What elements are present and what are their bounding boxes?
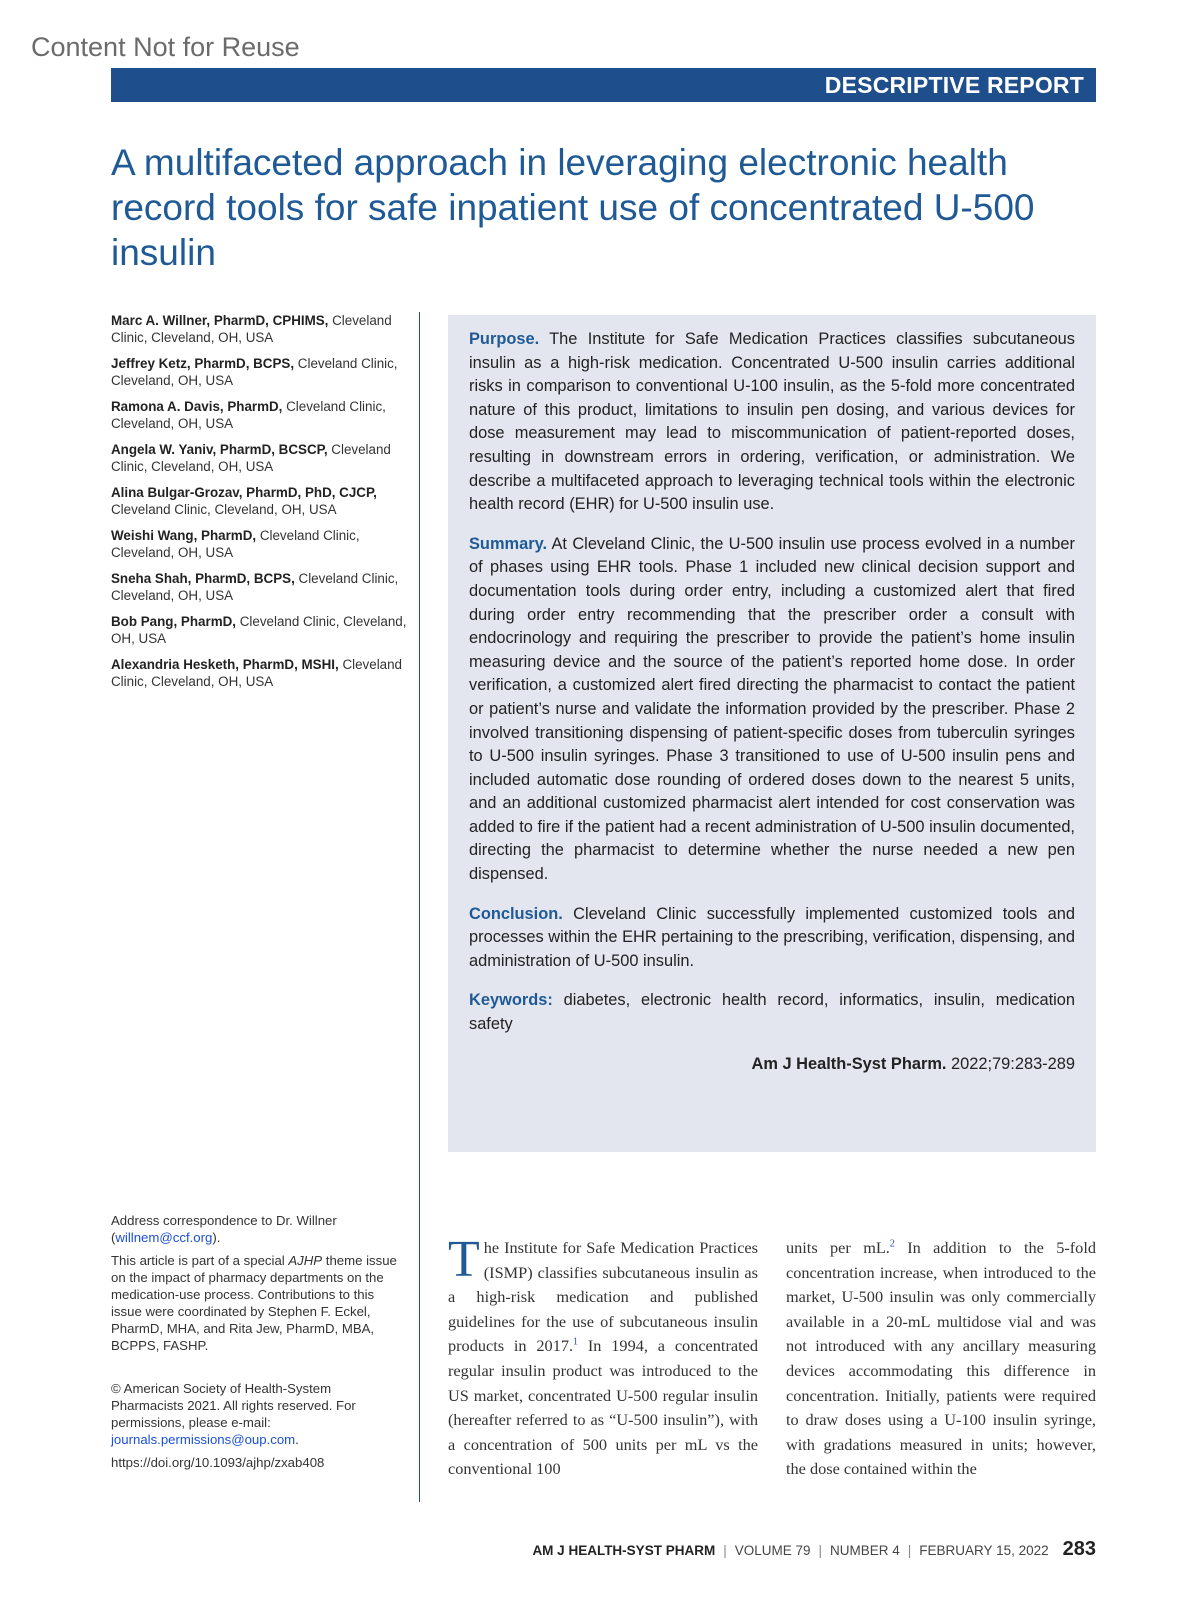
citation-journal: Am J Health-Syst Pharm. bbox=[751, 1054, 947, 1073]
author-name: Sneha Shah, PharmD, BCPS, bbox=[111, 571, 295, 586]
author-affiliation: Cleveland Clinic, Cleveland, OH, USA bbox=[111, 442, 391, 474]
page-number: 283 bbox=[1062, 1538, 1096, 1560]
author-name: Jeffrey Ketz, PharmD, BCPS, bbox=[111, 356, 295, 371]
purpose-text: The Institute for Safe Medication Practices classifies subcutaneous insulin as a high-risk medication. Concentrated U-500 insulin carries additional risks in comparison to conventional U-100 insulin, as the 5-fold more concentrated nature of this product, limitations to insulin pen dosing, and various devices for dose measurement may lead to miscommunication of patient-reported doses, resulting in downstream errors in ordering, verification, or administration. We describe a multifaceted approach to leveraging technical tools within the electronic health record (EHR) for U-500 insulin use. bbox=[469, 330, 1075, 514]
watermark: Content Not for Reuse bbox=[31, 32, 300, 62]
summary-heading: Summary. bbox=[469, 534, 548, 553]
author-affiliation: Cleveland Clinic, Cleveland, OH, USA bbox=[111, 356, 398, 388]
author-name: Bob Pang, PharmD, bbox=[111, 614, 236, 629]
body-text-2a: units per mL. bbox=[786, 1238, 890, 1257]
conclusion-heading: Conclusion. bbox=[469, 904, 563, 923]
author-affiliation: Cleveland Clinic, Cleveland, OH, USA bbox=[111, 528, 360, 560]
author-name: Marc A. Willner, PharmD, CPHIMS, bbox=[111, 313, 329, 328]
footer-date: FEBRUARY 15, 2022 bbox=[919, 1543, 1049, 1558]
drop-cap: T bbox=[448, 1231, 480, 1288]
keywords-heading: Keywords: bbox=[469, 991, 553, 1010]
special-issue-note bbox=[111, 1252, 401, 1354]
abstract-keywords bbox=[469, 989, 1075, 1036]
author-affiliation: Cleveland Clinic, Cleveland, OH, USA bbox=[111, 571, 399, 603]
body-paragraph-2 bbox=[786, 1236, 1096, 1482]
doi-link[interactable]: https://doi.org/10.1093/ajhp/zxab408 bbox=[111, 1455, 325, 1470]
footer-separator: | bbox=[907, 1543, 912, 1558]
author-entry bbox=[111, 355, 411, 389]
author-entry bbox=[111, 441, 411, 475]
special-issue-text: theme issue on the impact of pharmacy departments on the medication-use process. Contributions to this issue were coordinated by Stephen F. Eckel, PharmD, MHA, and Rita Jew, PharmD, MBA, BCPPS, FASHP. bbox=[111, 1253, 397, 1353]
author-entry bbox=[111, 312, 411, 346]
author-list bbox=[111, 312, 411, 699]
footer-volume: VOLUME 79 bbox=[734, 1543, 811, 1558]
author-name: Alina Bulgar-Grozav, PharmD, PhD, CJCP, bbox=[111, 485, 377, 500]
footer-journal: AM J HEALTH-SYST PHARM bbox=[532, 1543, 716, 1558]
author-entry bbox=[111, 656, 411, 690]
author-affiliation: Cleveland Clinic, Cleveland, OH, USA bbox=[111, 313, 392, 345]
article-title: A multifaceted approach in leveraging electronic health record tools for safe inpatient use of concentrated U-500 insulin bbox=[111, 142, 1035, 273]
abstract-purpose bbox=[469, 328, 1075, 517]
author-affiliation: Cleveland Clinic, Cleveland, OH, USA bbox=[111, 399, 386, 431]
abstract-conclusion bbox=[469, 903, 1075, 974]
author-entry bbox=[111, 613, 411, 647]
summary-text: At Cleveland Clinic, the U-500 insulin use process evolved in a number of phases using EHR tools. Phase 1 included new clinical decision support and documentation tools during order entry, including a customized alert that fired during order entry recommending that the prescriber order a consult with endocrinology and requiring the prescriber to provide the patient’s home insulin measuring device and the source of the patient’s reported home dose. In order verification, a customized alert fired directing the pharmacist to contact the patient or patient’s nurse and validate the information provided by the prescriber. Phase 2 involved transitioning dispensing of patient-specific doses from tuberculin syringes to U-500 insulin syringes. Phase 3 transitioned to use of U-500 insulin pens and included automatic dose rounding of ordered doses down to the nearest 5 units, and an additional customized pharmacist alert intended for cost conservation was added to fire if the patient had a recent administration of U-500 insulin documented, directing the pharmacist to determine whether the nurse needed a new pen dispensed. bbox=[469, 534, 1075, 884]
author-name: Angela W. Yaniv, PharmD, BCSCP, bbox=[111, 442, 328, 457]
author-affiliation: Cleveland Clinic, Cleveland, OH, USA bbox=[111, 614, 407, 646]
author-entry bbox=[111, 527, 411, 561]
body-column-2 bbox=[786, 1236, 1096, 1482]
footer-separator: | bbox=[723, 1543, 727, 1558]
citation bbox=[469, 1055, 1075, 1074]
side-notes bbox=[111, 1212, 401, 1477]
author-entry bbox=[111, 484, 411, 518]
footer-separator: | bbox=[818, 1543, 823, 1558]
body-text-1b: In 1994, a concentrated regular insulin product was introduced to the US market, concentrated U-500 regular insulin (hereafter referred to as “U-500 insulin”), with a concentration of 500 units per mL vs the conventional 100 bbox=[448, 1336, 758, 1479]
body-text-1a: he Institute for Safe Medication Practices (ISMP) classifies subcutaneous insulin as a high-risk medication and published guidelines for the use of subcutaneous insulin products in 2017. bbox=[448, 1238, 758, 1356]
abstract-summary bbox=[469, 533, 1075, 887]
body-text-2b: In addition to the 5-fold concentration increase, when introduced to the market, U-500 insulin was only commercially available in a 20-mL multidose vial and was not introduced with any ancillary measuring devices accommodating this difference in concentration. Initially, patients were required to draw doses using a U-100 insulin syringe, with gradations measured in units; however, the dose contained within the bbox=[786, 1238, 1096, 1479]
reference-1-link[interactable]: 1 bbox=[573, 1336, 579, 1348]
copyright-text: © American Society of Health-System Pharmacists 2021. All rights reserved. For permissions, please e-mail: bbox=[111, 1381, 356, 1430]
keywords-text: diabetes, electronic health record, informatics, insulin, medication safety bbox=[469, 991, 1075, 1034]
author-affiliation: Cleveland Clinic, Cleveland, OH, USA bbox=[111, 657, 403, 689]
abstract-box bbox=[448, 315, 1096, 1152]
author-name: Alexandria Hesketh, PharmD, MSHI, bbox=[111, 657, 339, 672]
reference-2-link[interactable]: 2 bbox=[889, 1238, 895, 1250]
correspondence-note: Address correspondence to Dr. Willner (willnem@ccf.org). bbox=[111, 1213, 337, 1245]
correspondence-email-link[interactable]: willnem@ccf.org bbox=[115, 1230, 213, 1245]
citation-ref: 2022;79:283-289 bbox=[951, 1054, 1075, 1073]
author-name: Ramona A. Davis, PharmD, bbox=[111, 399, 283, 414]
permissions-email-link[interactable]: journals.permissions@oup.com bbox=[111, 1432, 296, 1447]
author-name: Weishi Wang, PharmD, bbox=[111, 528, 257, 543]
section-label: DESCRIPTIVE REPORT bbox=[824, 72, 1084, 98]
column-divider bbox=[419, 312, 420, 1502]
section-banner bbox=[111, 68, 1096, 102]
author-entry bbox=[111, 570, 411, 604]
purpose-heading: Purpose. bbox=[469, 330, 540, 348]
author-entry bbox=[111, 398, 411, 432]
special-issue-prefix: This article is part of a special bbox=[111, 1253, 285, 1268]
special-issue-journal: AJHP bbox=[288, 1253, 323, 1268]
footer-number: NUMBER 4 bbox=[830, 1543, 900, 1558]
body-paragraph-1 bbox=[448, 1231, 758, 1482]
page-footer bbox=[111, 1538, 1096, 1561]
author-affiliation: Cleveland Clinic, Cleveland, OH, USA bbox=[111, 502, 337, 517]
correspondence-text: Address correspondence to Dr. Willner bbox=[111, 1213, 337, 1228]
body-column-1 bbox=[448, 1231, 758, 1482]
conclusion-text: Cleveland Clinic successfully implemented customized tools and processes within the EHR pertaining to the prescribing, verification, dispensing, and administration of U-500 insulin. bbox=[469, 904, 1075, 970]
copyright-note: © American Society of Health-System Pharmacists 2021. All rights reserved. For permissions, please e-mail: journals.permissions@oup.com. bbox=[111, 1381, 356, 1447]
